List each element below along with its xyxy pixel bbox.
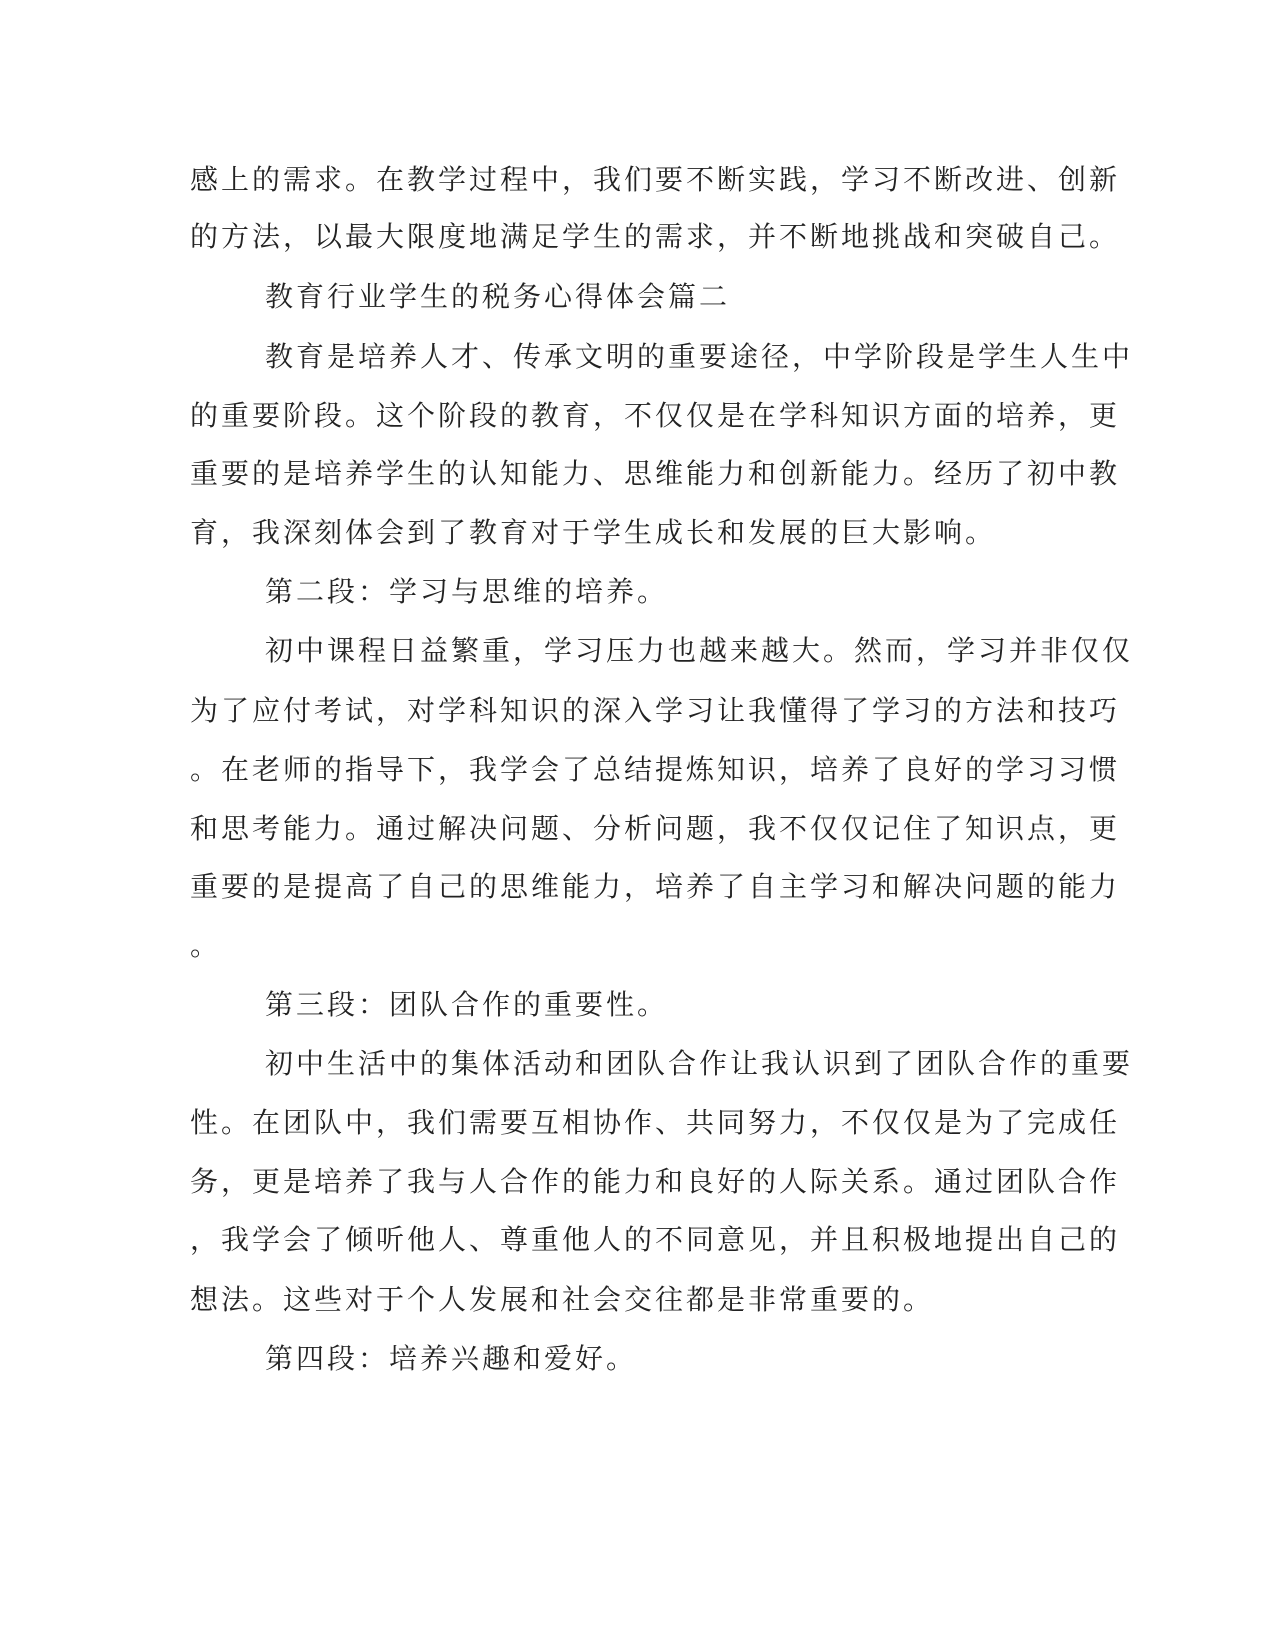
- text-line: 的重要阶段。这个阶段的教育，不仅仅是在学科知识方面的培养，更: [190, 399, 1121, 432]
- text-line: 为了应付考试，对学科知识的深入学习让我懂得了学习的方法和技巧: [190, 694, 1121, 727]
- text-line: 想法。这些对于个人发展和社会交往都是非常重要的。: [190, 1283, 935, 1316]
- text-line: 。: [190, 929, 222, 962]
- text-line: 的方法，以最大限度地满足学生的需求，并不断地挑战和突破自己。: [190, 220, 1121, 253]
- text-line: 初中课程日益繁重，学习压力也越来越大。然而，学习并非仅仅: [265, 634, 1134, 667]
- text-line: 重要的是提高了自己的思维能力，培养了自主学习和解决问题的能力: [190, 870, 1121, 903]
- section-heading: 第三段：团队合作的重要性。: [265, 988, 669, 1021]
- text-line: 育，我深刻体会到了教育对于学生成长和发展的巨大影响。: [190, 516, 997, 549]
- text-line: 和思考能力。通过解决问题、分析问题，我不仅仅记住了知识点，更: [190, 812, 1121, 845]
- text-line: 教育是培养人才、传承文明的重要途径，中学阶段是学生人生中: [265, 340, 1134, 373]
- section-title: 教育行业学生的税务心得体会篇二: [265, 280, 731, 313]
- text-line: 重要的是培养学生的认知能力、思维能力和创新能力。经历了初中教: [190, 457, 1121, 490]
- text-line: 性。在团队中，我们需要互相协作、共同努力，不仅仅是为了完成任: [190, 1106, 1121, 1139]
- section-heading: 第四段：培养兴趣和爱好。: [265, 1342, 638, 1375]
- text-line: 初中生活中的集体活动和团队合作让我认识到了团队合作的重要: [265, 1047, 1134, 1080]
- text-line: 。在老师的指导下，我学会了总结提炼知识，培养了良好的学习习惯: [190, 753, 1121, 786]
- section-heading: 第二段：学习与思维的培养。: [265, 575, 669, 608]
- text-line: ，我学会了倾听他人、尊重他人的不同意见，并且积极地提出自己的: [190, 1223, 1121, 1256]
- text-line: 务，更是培养了我与人合作的能力和良好的人际关系。通过团队合作: [190, 1165, 1121, 1198]
- text-line: 感上的需求。在教学过程中，我们要不断实践，学习不断改进、创新: [190, 163, 1121, 196]
